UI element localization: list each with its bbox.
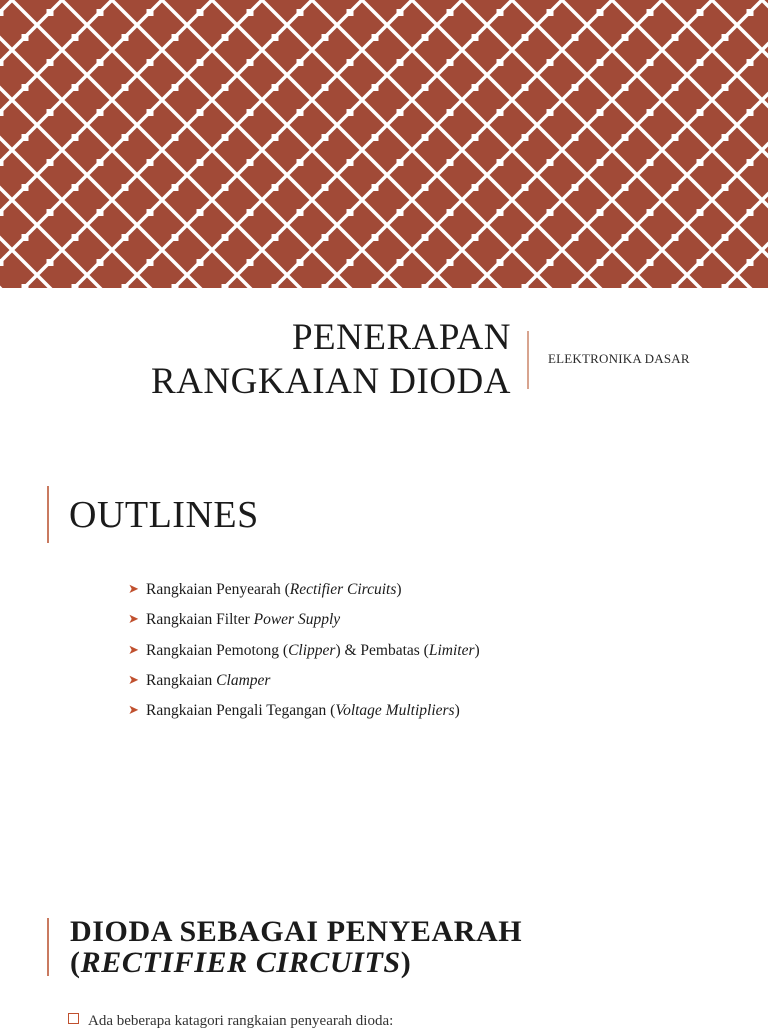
- outlines-accent-bar: [47, 486, 49, 543]
- pattern-dot: [122, 234, 129, 241]
- pattern-dot: [697, 159, 704, 166]
- pattern-dot: [647, 159, 654, 166]
- outline-item-term: Power Supply: [253, 611, 341, 629]
- pattern-dot: [397, 209, 404, 216]
- pattern-dot: [347, 59, 354, 66]
- pattern-dot: [247, 9, 254, 16]
- pattern-dot: [647, 59, 654, 66]
- pattern-dot: [572, 234, 579, 241]
- pattern-dot: [147, 159, 154, 166]
- pattern-dot: [697, 59, 704, 66]
- pattern-dot: [622, 84, 629, 91]
- pattern-dot: [672, 184, 679, 191]
- outline-item: [128, 606, 480, 636]
- pattern-dot: [247, 259, 254, 266]
- pattern-dot: [747, 209, 754, 216]
- pattern-dot: [422, 284, 429, 288]
- title-divider: [527, 331, 529, 389]
- pattern-dot: [522, 284, 529, 288]
- pattern-dot: [472, 234, 479, 241]
- pattern-dot: [347, 109, 354, 116]
- pattern-dot: [0, 109, 4, 116]
- pattern-dot: [672, 134, 679, 141]
- pattern-dot: [397, 59, 404, 66]
- outline-item: [128, 576, 480, 606]
- pattern-dot: [347, 9, 354, 16]
- pattern-dot: [297, 159, 304, 166]
- pattern-dot: [22, 234, 29, 241]
- dioda-accent-bar: [47, 918, 49, 976]
- pattern-dot: [372, 84, 379, 91]
- pattern-dot: [697, 209, 704, 216]
- pattern-dot: [222, 234, 229, 241]
- pattern-dot: [397, 109, 404, 116]
- outline-item-text: Rangkaian Pemotong (: [146, 641, 289, 659]
- pattern-dot: [47, 259, 54, 266]
- pattern-dot: [572, 134, 579, 141]
- pattern-dot: [47, 9, 54, 16]
- pattern-dot: [322, 284, 329, 288]
- pattern-dot: [597, 9, 604, 16]
- pattern-dot: [472, 34, 479, 41]
- pattern-dot: [397, 9, 404, 16]
- heading-paren-open: (: [70, 946, 81, 979]
- pattern-dot: [472, 134, 479, 141]
- pattern-dot: [572, 284, 579, 288]
- pattern-dot: [97, 109, 104, 116]
- pattern-dot: [272, 184, 279, 191]
- outline-item-text: Rangkaian Pengali Tegangan (: [146, 702, 336, 720]
- pattern-dot: [122, 184, 129, 191]
- pattern-dot: [597, 109, 604, 116]
- pattern-dot: [347, 259, 354, 266]
- pattern-dot: [372, 284, 379, 288]
- pattern-dot: [97, 59, 104, 66]
- pattern-dot: [72, 84, 79, 91]
- pattern-dot: [147, 9, 154, 16]
- pattern-dot: [247, 159, 254, 166]
- pattern-dot: [0, 159, 4, 166]
- heading-term: RECTIFIER CIRCUITS: [80, 946, 401, 979]
- pattern-dot: [322, 134, 329, 141]
- pattern-dot: [397, 159, 404, 166]
- outline-item-text: ): [396, 581, 402, 598]
- pattern-dot: [522, 34, 529, 41]
- pattern-dot: [522, 184, 529, 191]
- pattern-dot: [472, 84, 479, 91]
- pattern-dot: [22, 84, 29, 91]
- pattern-dot: [322, 84, 329, 91]
- pattern-dot: [272, 134, 279, 141]
- outline-item-text: ): [454, 702, 460, 720]
- title-line-1: PENERAPAN: [291, 317, 511, 358]
- outline-item-term: Voltage Multipliers: [335, 702, 455, 720]
- pattern-dot: [722, 34, 729, 41]
- pattern-dot: [622, 234, 629, 241]
- pattern-dot: [672, 234, 679, 241]
- pattern-dot: [697, 109, 704, 116]
- pattern-dot: [147, 259, 154, 266]
- pattern-dot: [172, 134, 179, 141]
- square-bullet-icon: [68, 1013, 79, 1024]
- pattern-dot: [22, 284, 29, 288]
- dioda-heading: [70, 916, 522, 978]
- dioda-heading-line-2: [70, 947, 522, 978]
- pattern-dot: [72, 234, 79, 241]
- pattern-dot: [197, 209, 204, 216]
- pattern-dot: [197, 159, 204, 166]
- pattern-dot: [347, 159, 354, 166]
- pattern-dot: [397, 259, 404, 266]
- pattern-dot: [522, 84, 529, 91]
- pattern-dot: [0, 209, 4, 216]
- pattern-dot: [422, 184, 429, 191]
- pattern-dot: [147, 209, 154, 216]
- pattern-dot: [597, 209, 604, 216]
- dioda-heading-line-1: DIODA SEBAGAI PENYEARAH: [70, 915, 523, 948]
- pattern-dot: [122, 84, 129, 91]
- outline-item-text: Rangkaian: [146, 671, 217, 689]
- heading-paren-close: ): [400, 946, 412, 979]
- pattern-dot: [222, 184, 229, 191]
- pattern-dot: [697, 259, 704, 266]
- pattern-dot: [547, 9, 554, 16]
- pattern-dot: [122, 284, 129, 288]
- pattern-dot: [572, 84, 579, 91]
- pattern-dot: [547, 159, 554, 166]
- outline-item: [128, 667, 480, 697]
- pattern-dot: [72, 284, 79, 288]
- pattern-dot: [147, 59, 154, 66]
- pattern-dot: [622, 34, 629, 41]
- arrow-bullet-icon: ➤: [128, 641, 139, 657]
- pattern-dot: [322, 34, 329, 41]
- pattern-dot: [222, 84, 229, 91]
- pattern-dot: [0, 59, 4, 66]
- pattern-dot: [672, 84, 679, 91]
- pattern-dot: [22, 134, 29, 141]
- pattern-dot: [747, 9, 754, 16]
- dioda-body-item: [68, 1012, 393, 1030]
- outline-item-term: Clipper: [288, 641, 336, 659]
- pattern-dot: [222, 134, 229, 141]
- outline-item: [128, 697, 480, 727]
- presentation-subtitle: ELEKTRONIKA DASAR: [548, 351, 690, 366]
- pattern-dot: [172, 34, 179, 41]
- pattern-dot: [447, 9, 454, 16]
- pattern-dot: [47, 209, 54, 216]
- pattern-dot: [422, 84, 429, 91]
- pattern-dot: [497, 109, 504, 116]
- pattern-dot: [72, 184, 79, 191]
- pattern-dot: [422, 234, 429, 241]
- pattern-dot: [297, 109, 304, 116]
- pattern-dot: [72, 134, 79, 141]
- pattern-dot: [372, 134, 379, 141]
- pattern-dot: [0, 9, 4, 16]
- pattern-dot: [347, 209, 354, 216]
- pattern-dot: [672, 284, 679, 288]
- pattern-dot: [497, 59, 504, 66]
- pattern-dot: [272, 284, 279, 288]
- pattern-dot: [722, 134, 729, 141]
- pattern-dot: [297, 59, 304, 66]
- pattern-dot: [197, 59, 204, 66]
- decorative-diamond-pattern: [0, 0, 768, 288]
- pattern-dot: [172, 84, 179, 91]
- pattern-dot: [272, 84, 279, 91]
- pattern-dot: [447, 259, 454, 266]
- outline-list: [128, 576, 480, 727]
- pattern-dot: [547, 259, 554, 266]
- outline-item: [128, 637, 480, 667]
- pattern-dot: [122, 34, 129, 41]
- pattern-dot: [622, 284, 629, 288]
- pattern-dot: [122, 134, 129, 141]
- outlines-heading: OUTLINES: [69, 494, 259, 536]
- pattern-dot: [247, 109, 254, 116]
- pattern-dot: [722, 234, 729, 241]
- pattern-dot: [447, 109, 454, 116]
- outline-item-text: Rangkaian Penyearah (: [146, 581, 290, 598]
- pattern-dot: [547, 209, 554, 216]
- pattern-dot: [97, 209, 104, 216]
- pattern-dot: [172, 234, 179, 241]
- pattern-dot: [272, 234, 279, 241]
- pattern-dot: [422, 34, 429, 41]
- pattern-dot: [647, 259, 654, 266]
- pattern-dot: [497, 9, 504, 16]
- pattern-dot: [22, 184, 29, 191]
- pattern-dot: [697, 9, 704, 16]
- pattern-dot: [447, 159, 454, 166]
- pattern-dot: [622, 134, 629, 141]
- pattern-dot: [322, 184, 329, 191]
- pattern-dot: [497, 159, 504, 166]
- pattern-dot: [147, 109, 154, 116]
- pattern-dot: [497, 259, 504, 266]
- pattern-dot: [372, 184, 379, 191]
- pattern-dot: [722, 84, 729, 91]
- pattern-dot: [47, 59, 54, 66]
- arrow-bullet-icon: ➤: [128, 671, 139, 687]
- pattern-dot: [647, 109, 654, 116]
- pattern-dot: [572, 34, 579, 41]
- pattern-dot: [97, 259, 104, 266]
- pattern-dot: [672, 34, 679, 41]
- pattern-dot: [747, 59, 754, 66]
- pattern-dot: [597, 259, 604, 266]
- pattern-dot: [747, 259, 754, 266]
- title-slide: [0, 316, 768, 402]
- pattern-dot: [472, 284, 479, 288]
- pattern-dot: [447, 59, 454, 66]
- arrow-bullet-icon: ➤: [128, 702, 139, 718]
- pattern-dot: [47, 109, 54, 116]
- pattern-dot: [597, 59, 604, 66]
- pattern-dot: [97, 159, 104, 166]
- arrow-bullet-icon: ➤: [128, 581, 139, 596]
- pattern-dot: [647, 209, 654, 216]
- pattern-dot: [547, 59, 554, 66]
- outline-item-term: Limiter: [428, 641, 475, 659]
- pattern-dot: [197, 259, 204, 266]
- pattern-dot: [522, 234, 529, 241]
- pattern-dot: [447, 209, 454, 216]
- pattern-dot: [297, 9, 304, 16]
- title-line-2: RANGKAIAN DIODA: [151, 361, 511, 402]
- dioda-body-text: Ada beberapa katagori rangkaian penyearah dioda:: [88, 1013, 394, 1029]
- pattern-dot: [572, 184, 579, 191]
- pattern-dot: [747, 159, 754, 166]
- pattern-dot: [97, 9, 104, 16]
- presentation-title: [31, 316, 511, 404]
- outline-item-text: ) & Pembatas (: [335, 641, 429, 659]
- pattern-dot: [222, 284, 229, 288]
- pattern-dot: [247, 209, 254, 216]
- pattern-dot: [0, 259, 4, 266]
- pattern-dot: [22, 34, 29, 41]
- pattern-dot: [47, 159, 54, 166]
- pattern-dot: [222, 34, 229, 41]
- pattern-dot: [747, 109, 754, 116]
- pattern-dot: [422, 134, 429, 141]
- pattern-dot: [197, 109, 204, 116]
- pattern-dot: [372, 234, 379, 241]
- outline-item-term: Clamper: [216, 671, 271, 689]
- pattern-dot: [322, 234, 329, 241]
- pattern-dot: [497, 209, 504, 216]
- pattern-dot: [72, 34, 79, 41]
- pattern-dot: [522, 134, 529, 141]
- pattern-dot: [272, 34, 279, 41]
- pattern-dot: [297, 259, 304, 266]
- pattern-dot: [547, 109, 554, 116]
- pattern-dot: [197, 9, 204, 16]
- pattern-dot: [472, 184, 479, 191]
- pattern-dot: [647, 9, 654, 16]
- pattern-dot: [172, 184, 179, 191]
- pattern-dot: [722, 184, 729, 191]
- outline-item-term: Rectifier Circuits: [289, 581, 397, 598]
- arrow-bullet-icon: ➤: [128, 611, 139, 627]
- pattern-dot: [597, 159, 604, 166]
- pattern-dot: [372, 34, 379, 41]
- outline-item-text: Rangkaian Filter: [146, 611, 254, 629]
- pattern-dot: [172, 284, 179, 288]
- pattern-dot: [247, 59, 254, 66]
- outline-item-text: ): [474, 641, 480, 659]
- pattern-dot: [622, 184, 629, 191]
- pattern-dot: [297, 209, 304, 216]
- pattern-dot: [722, 284, 729, 288]
